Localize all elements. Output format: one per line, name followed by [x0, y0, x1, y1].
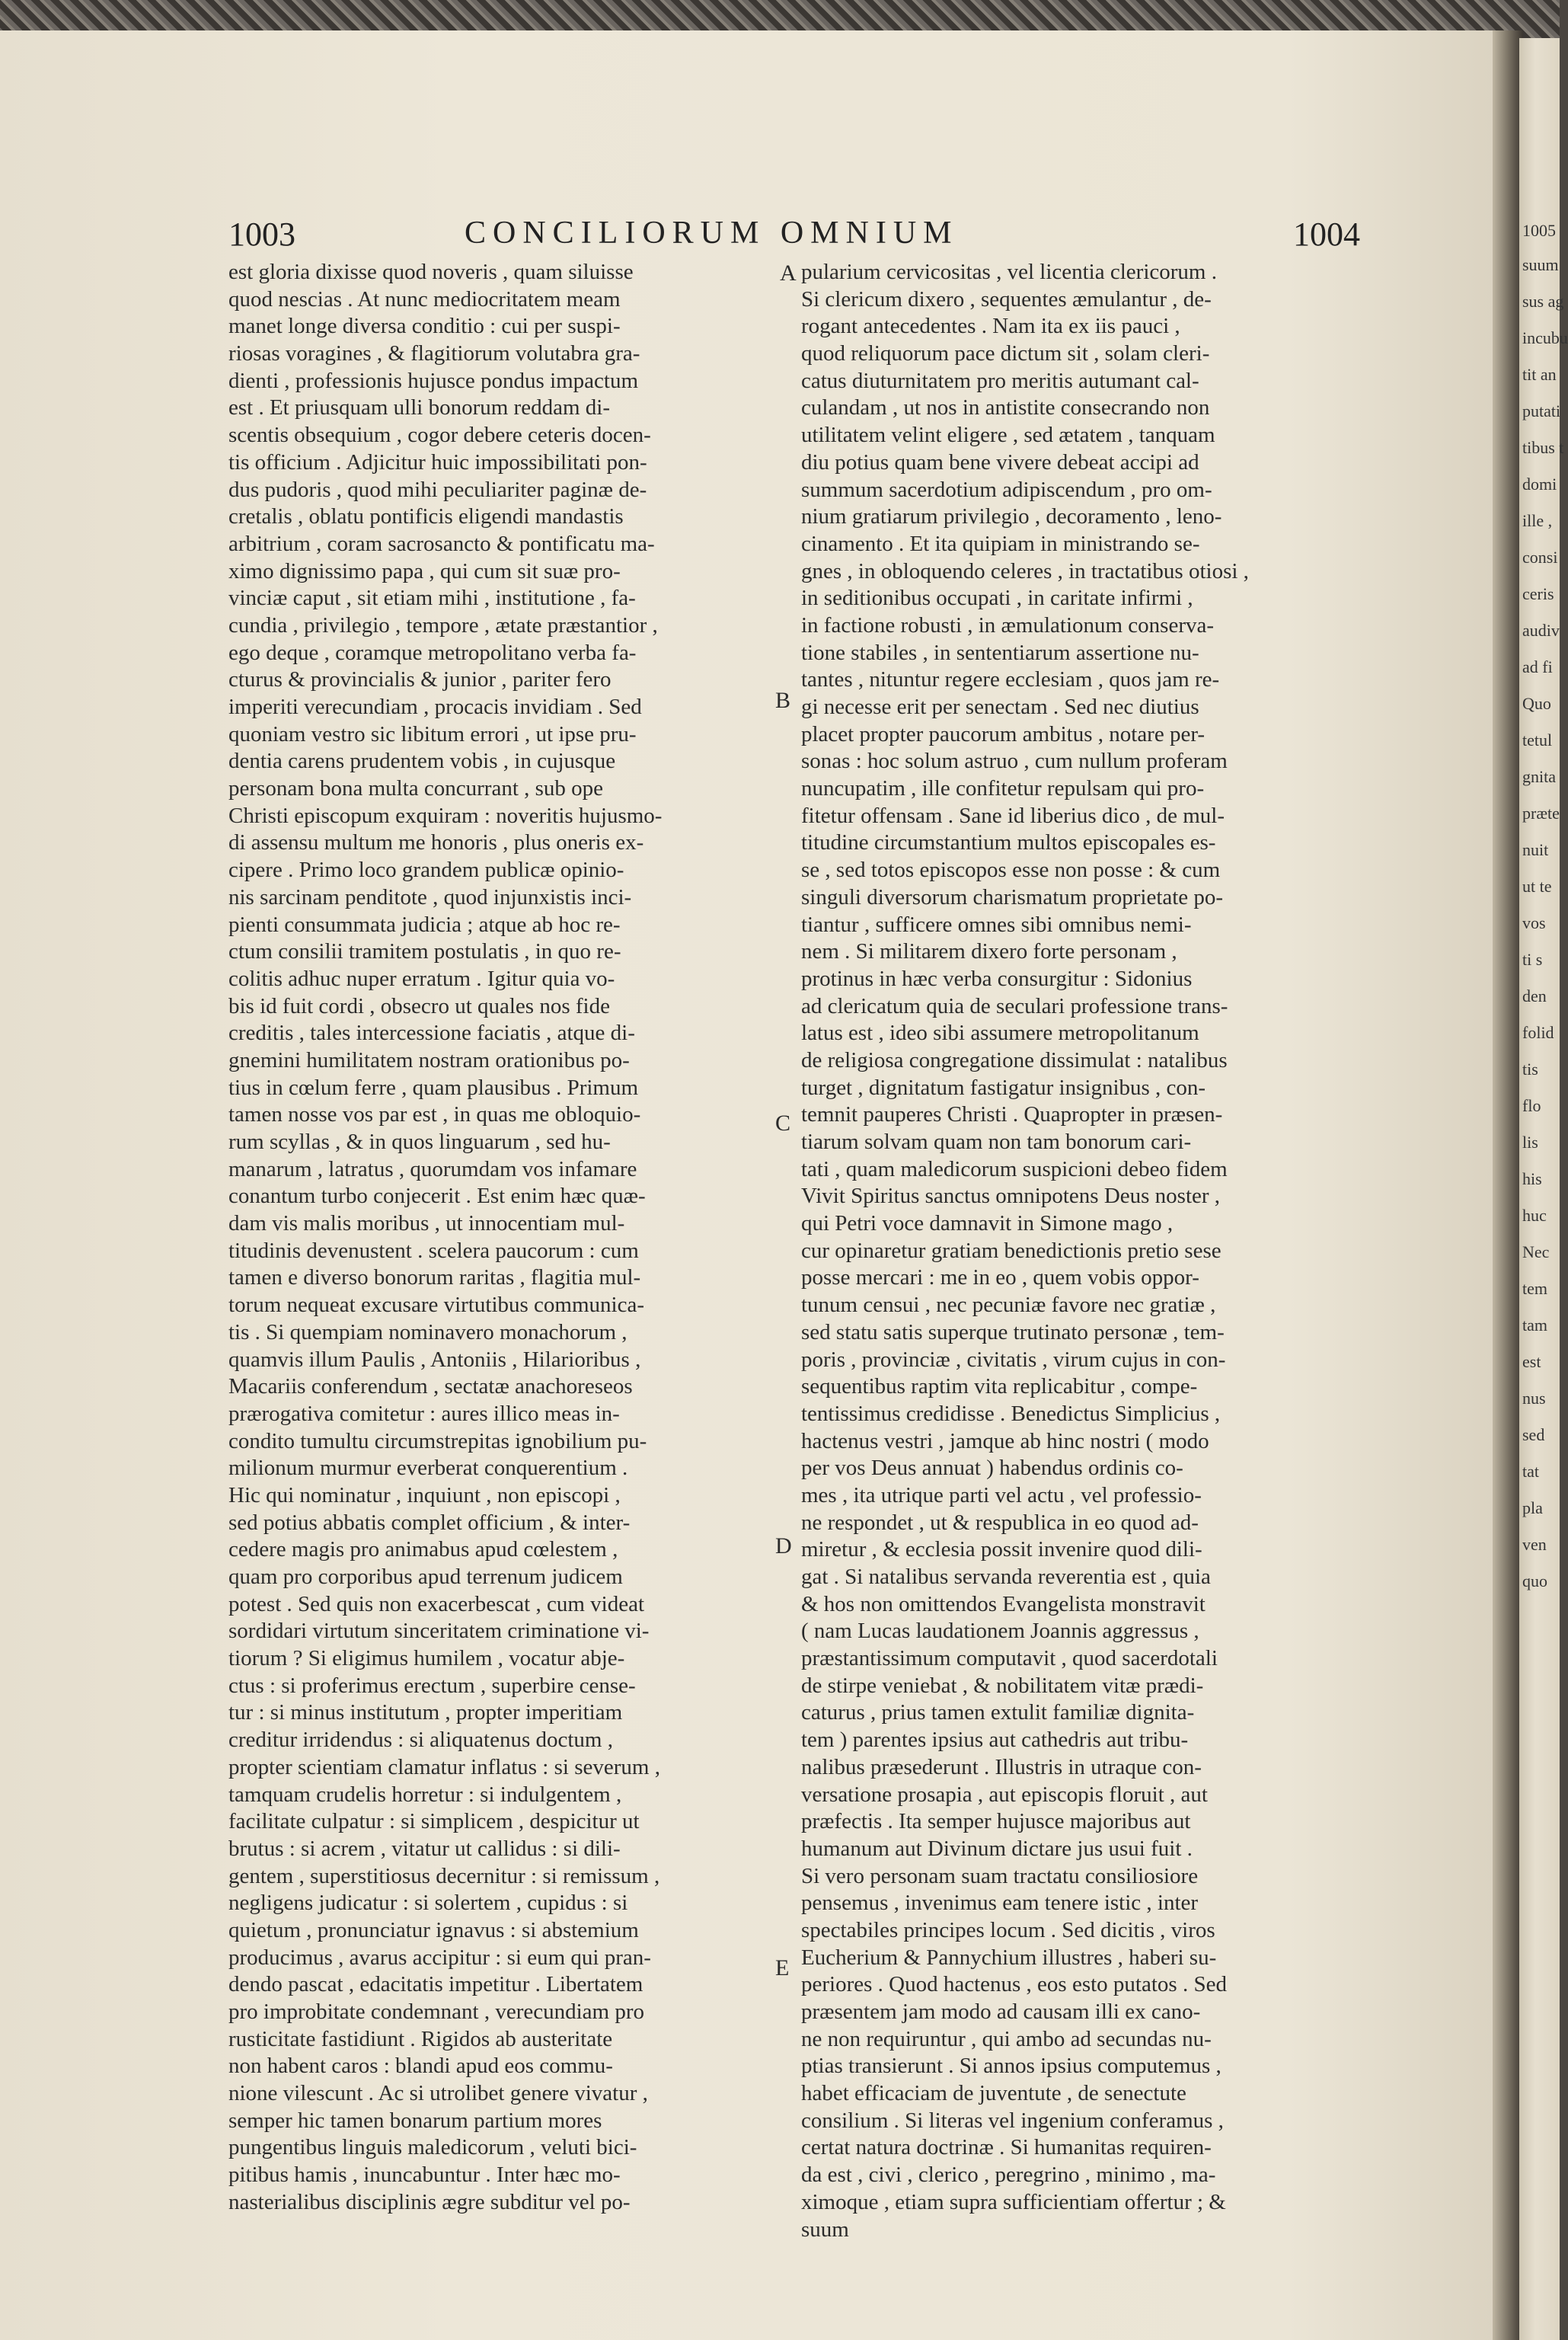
text-line: cturus & provincialis & junior , pariter fero	[228, 667, 612, 692]
text-line: catus diuturnitatem pro meritis autumant cal-	[801, 368, 1199, 393]
text-line: pungentibus linguis maledicorum , veluti bici-	[228, 2135, 637, 2160]
text-line: titudine circumstantium multos episcopales es-	[801, 830, 1216, 855]
text-line: ximoque , etiam supra sufficientiam offertur ; &	[801, 2189, 1226, 2214]
text-line: est gloria dixisse quod noveris , quam siluisse	[228, 260, 634, 284]
next-page-fragment: flo	[1522, 1096, 1541, 1115]
text-line: caturus , prius tamen extulit familiæ dignita-	[801, 1700, 1195, 1725]
text-line: tunum censui , nec pecuniæ favore nec gratiæ ,	[801, 1293, 1216, 1318]
text-line: quam pro corporibus apud terrenum judicem	[228, 1565, 623, 1589]
text-line: tiantur , sufficere omnes sibi omnibus nemi-	[801, 912, 1192, 937]
text-line: mes , ita utrique parti vel actu , vel professio-	[801, 1482, 1202, 1507]
text-line: pitibus hamis , inuncabuntur . Inter hæc mo-	[228, 2163, 621, 2188]
text-line: gentem , superstitiosus decernitur : si remissum ,	[228, 1863, 660, 1888]
text-line: sonas : hoc solum astruo , cum nullum proferam	[801, 749, 1228, 774]
text-line: rusticitate fastidiunt . Rigidos ab austeritate	[228, 2026, 613, 2051]
text-line: ego deque , coramque metropolitano verba fa-	[228, 640, 637, 665]
next-page-fragment: huc	[1522, 1206, 1547, 1225]
text-line: posse mercari : me in eo , quem vobis oppor-	[801, 1265, 1199, 1290]
text-line: pularium cervicositas , vel licentia clericorum .	[801, 260, 1217, 284]
next-page-fragment: quo	[1522, 1571, 1547, 1590]
text-line: sed potius abbatis complet officium , & inter-	[228, 1510, 631, 1535]
next-page-fragment: tetul	[1522, 730, 1553, 750]
next-page-fragment: tam	[1522, 1315, 1547, 1335]
text-line: tamen nosse vos par est , in quas me obloquio-	[228, 1102, 641, 1127]
text-line: facilitate culpatur : si simplicem , despicitur ut	[228, 1809, 640, 1834]
text-line: ctum consilii tramitem postulatis , in quo re-	[228, 939, 621, 964]
text-line: semper hic tamen bonarum partium mores	[228, 2108, 602, 2133]
next-page-fragment: est	[1522, 1352, 1541, 1371]
text-line: quamvis illum Paulis , Antoniis , Hilarioribus ,	[228, 1347, 641, 1372]
text-line: tentissimus credidisse . Benedictus Simplicius ,	[801, 1401, 1221, 1426]
next-page-fragment: gnita	[1522, 767, 1556, 786]
next-page-fragment: sed	[1522, 1425, 1545, 1444]
next-page-fragment: nus	[1522, 1389, 1546, 1408]
text-line: per vos Deus annuat ) habendus ordinis co-	[801, 1456, 1183, 1481]
text-line: habet efficaciam de juventute , de senectute	[801, 2081, 1186, 2106]
text-line: tiorum ? Si eligimus humilem , vocatur abje-	[228, 1646, 625, 1671]
text-line: colitis adhuc nuper erratum . Igitur quia vo-	[228, 966, 615, 991]
text-line: latus est , ideo sibi assumere metropolitanum	[801, 1021, 1199, 1046]
text-line: ne non requiruntur , qui ambo ad secundas nu-	[801, 2026, 1212, 2051]
text-line: turget , dignitatum fastigatur insignibus , con-	[801, 1075, 1206, 1100]
text-line: certat natura doctrinæ . Si humanitas requiren-	[801, 2135, 1212, 2160]
next-page-fragment: ceris	[1522, 584, 1554, 603]
text-line: cinamento . Et ita quipiam in ministrando se-	[801, 531, 1200, 556]
text-line: imperiti verecundiam , procacis invidiam . Sed	[228, 695, 642, 719]
text-line: dentia carens prudentem vobis , in cujusque	[228, 749, 616, 774]
text-line: condito tumultu circumstrepitas ignobilium pu-	[228, 1428, 647, 1453]
next-page-fragment: nuit	[1522, 840, 1549, 859]
next-page-fragment: his	[1522, 1169, 1542, 1188]
next-page-fragment: tit an	[1522, 365, 1557, 384]
text-line: dendo pascat , edacitatis impetitur . Libertatem	[228, 1972, 643, 1997]
text-line: nalibus præsederunt . Illustris in utraque con-	[801, 1754, 1202, 1779]
text-line: præfectis . Ita semper hujusce majoribus aut	[801, 1809, 1191, 1834]
section-marker-a: A	[780, 261, 797, 286]
text-line: de stirpe veniebat , & nobilitatem vitæ prædi-	[801, 1673, 1204, 1698]
text-line: tiarum solvam quam non tam bonorum cari-	[801, 1130, 1192, 1154]
text-line: poris , provinciæ , civitatis , virum cujus in con-	[801, 1347, 1226, 1372]
text-line: da est , civi , clerico , peregrino , minimo , ma-	[801, 2163, 1216, 2188]
text-line: Macariis conferendum , sectatæ anachoreseos	[228, 1374, 633, 1399]
right-text-column	[801, 259, 1348, 2243]
text-line: hactenus vestri , jamque ab hinc nostri ( modo	[801, 1428, 1209, 1453]
text-line: pensemus , invenimus eam tenere istic , inter	[801, 1891, 1199, 1916]
next-page-fragment: sus ag	[1522, 292, 1564, 311]
section-marker-c: C	[775, 1111, 791, 1136]
text-line: tur : si minus institutum , propter imperitiam	[228, 1700, 623, 1725]
text-line: pro improbitate condemnant , verecundiam pro	[228, 2000, 644, 2024]
next-page-fragment: ad fi	[1522, 657, 1553, 676]
text-line: sequentibus raptim vita replicabitur , compe-	[801, 1374, 1198, 1399]
next-page-fragment: ven	[1522, 1535, 1547, 1554]
text-line: ctus : si proferimus erectum , superbire cense-	[228, 1673, 636, 1698]
next-page-fragment: domi	[1522, 475, 1557, 494]
text-line: rogant antecedentes . Nam ita ex iis pauci ,	[801, 314, 1180, 339]
text-line: cundia , privilegio , tempore , ætate præstantior ,	[228, 612, 658, 638]
next-page-fragment: incubu	[1522, 328, 1568, 347]
text-line: Eucherium & Pannychium illustres , haberi su-	[801, 1945, 1217, 1970]
book-gutter	[1493, 30, 1523, 2340]
text-line: potest . Sed quis non exacerbescat , cum videat	[228, 1591, 645, 1616]
text-line: personam bona multa concurrant , sub ope	[228, 776, 604, 801]
text-line: culandam , ut nos in antistite consecrando non	[801, 395, 1210, 420]
text-line: consilium . Si literas vel ingenium conferamus ,	[801, 2108, 1224, 2133]
text-line: tamen e diverso bonorum raritas , flagitia mul-	[228, 1265, 641, 1290]
next-page-fragment: Quo	[1522, 694, 1551, 713]
next-page-fragment: lis	[1522, 1133, 1538, 1152]
text-line: singuli diversorum charismatum proprietate po-	[801, 884, 1224, 909]
text-line: torum nequeat excusare virtutibus communica-	[228, 1293, 644, 1318]
text-line: tem ) parentes ipsius aut cathedris aut tribu-	[801, 1728, 1189, 1753]
text-line: quod nescias . At nunc mediocritatem meam	[228, 286, 621, 312]
text-line: periores . Quod hactenus , eos esto putatos . Sed	[801, 1972, 1227, 1997]
text-line: riosas voragines , & flagitiorum volutabra gra-	[228, 341, 640, 366]
text-line: ptias transierunt . Si annos ipsius computemus ,	[801, 2054, 1222, 2079]
text-line: suum	[801, 2217, 849, 2242]
text-line: Si vero personam suam tractatu consiliosiore	[801, 1863, 1199, 1888]
next-page-fragment: ut te	[1522, 877, 1552, 896]
text-line: nium gratiarum privilegio , decoramento , leno-	[801, 504, 1222, 529]
text-line: dienti , professionis hujusce pondus impactum	[228, 368, 639, 393]
text-line: in seditionibus occupati , in caritate infirmi ,	[801, 586, 1193, 611]
text-line: nem . Si militarem dixero forte personam ,	[801, 939, 1177, 964]
next-page-fragment: den	[1522, 986, 1547, 1005]
text-line: diu potius quam bene vivere debeat accipi ad	[801, 449, 1199, 475]
text-line: prærogativa comitetur : aures illico meas in-	[228, 1401, 620, 1426]
next-page-fragment: ti s	[1522, 950, 1543, 969]
text-line: vinciæ caput , sit etiam mihi , institutione , fa-	[228, 586, 636, 611]
text-line: summum sacerdotium adipiscendum , pro om-	[801, 477, 1212, 502]
text-line: cipere . Primo loco grandem publicæ opinio-	[228, 858, 624, 883]
text-line: in factione robusti , in æmulationum conserva-	[801, 612, 1215, 638]
text-line: se , sed totos episcopos esse non posse : & cum	[801, 858, 1221, 883]
next-page-fragment: tibus t	[1522, 438, 1564, 457]
text-line: ( nam Lucas laudationem Joannis aggressus ,	[801, 1619, 1199, 1644]
text-line: ad clericatum quia de seculari professione trans-	[801, 993, 1228, 1018]
text-line: conantum turbo conjecerit . Est enim hæc quæ-	[228, 1184, 646, 1209]
running-title: CONCILIORUM OMNIUM	[465, 216, 959, 251]
text-line: bis id fuit cordi , obsecro ut quales nos fide	[228, 993, 610, 1018]
text-line: humanum aut Divinum dictare jus usui fuit .	[801, 1836, 1193, 1861]
text-line: producimus , avarus accipitur : si eum qui pran-	[228, 1945, 651, 1970]
text-line: protinus in hæc verba consurgitur : Sidonius	[801, 966, 1193, 991]
text-line: præsentem jam modo ad causam illi ex cano-	[801, 2000, 1201, 2024]
text-line: creditur irridendus : si aliquatenus doctum ,	[228, 1728, 613, 1753]
text-line: manet longe diversa conditio : cui per suspi-	[228, 314, 621, 339]
next-page-fragment: Nec	[1522, 1242, 1550, 1261]
text-line: Christi episcopum exquiram : noveritis hujusmo-	[228, 803, 663, 828]
section-marker-e: E	[775, 1955, 790, 1980]
text-line: quietum , pronunciatur ignavus : si abstemium	[228, 1917, 639, 1942]
text-line: manarum , latratus , quorumdam vos infamare	[228, 1156, 637, 1181]
text-line: utilitatem velint eligere , sed ætatem , tanquam	[801, 423, 1215, 448]
text-line: præstantissimum computavit , quod sacerdotali	[801, 1646, 1218, 1671]
text-line: gnes , in obloquendo celeres , in tractatibus otiosi ,	[801, 558, 1249, 583]
text-line: fitetur offensam . Sane id liberius dico , de mul-	[801, 803, 1225, 828]
text-line: tius in cœlum ferre , quam plausibus . Primum	[228, 1075, 639, 1100]
next-page-fragment: ille ,	[1522, 511, 1553, 530]
text-line: arbitrium , coram sacrosancto & pontificatu ma-	[228, 531, 655, 556]
text-line: qui Petri voce damnavit in Simone mago ,	[801, 1211, 1174, 1236]
text-line: brutus : si acrem , vitatur ut callidus : si dili-	[228, 1836, 621, 1861]
text-line: nuncupatim , ille confitetur repulsam qui pro-	[801, 776, 1205, 801]
next-page-fragment: folid	[1522, 1023, 1554, 1042]
next-page-fragment: tem	[1522, 1279, 1547, 1298]
page-number-right: 1004	[1293, 216, 1360, 253]
text-line: versatione prosapia , aut episcopis floruit , aut	[801, 1782, 1208, 1807]
text-line: miretur , & ecclesia possit invenire quod dili-	[801, 1537, 1202, 1562]
text-line: tis . Si quempiam nominavero monachorum ,	[228, 1319, 628, 1344]
text-line: ne respondet , ut & respublica in eo quod ad-	[801, 1510, 1199, 1535]
text-line: scentis obsequium , cogor debere ceteris docen-	[228, 423, 651, 448]
text-line: nione vilescunt . Ac si utrolibet genere vivatur ,	[228, 2081, 648, 2106]
text-line: creditis , tales intercessione faciatis , atque di-	[228, 1021, 635, 1046]
text-line: tati , quam maledicorum suspicioni debeo fidem	[801, 1156, 1228, 1181]
next-page-fragment: putati	[1522, 401, 1561, 420]
text-line: di assensu multum me honoris , plus oneris ex-	[228, 830, 644, 855]
text-line: & hos non omittendos Evangelista monstravit	[801, 1591, 1206, 1616]
text-line: nis sarcinam penditote , quod injunxistis inci-	[228, 884, 632, 909]
text-line: gnemini humilitatem nostram orationibus po-	[228, 1047, 630, 1072]
next-page-fragment: vos	[1522, 913, 1546, 932]
text-line: cur opinaretur gratiam benedictionis pretio sese	[801, 1238, 1222, 1263]
text-line: negligens judicatur : si solertem , cupidus : si	[228, 1891, 628, 1916]
text-line: milionum murmur everberat conquerentium .	[228, 1456, 628, 1481]
text-line: rum scyllas , & in quos linguarum , sed hu-	[228, 1130, 611, 1154]
text-line: quoniam vestro sic libitum errori , ut ipse pru-	[228, 721, 637, 746]
next-page-fragment: tat	[1522, 1462, 1539, 1481]
next-page-fragment: pla	[1522, 1498, 1543, 1517]
text-line: placet propter paucorum ambitus , notare per-	[801, 721, 1206, 746]
text-line: cretalis , oblatu pontificis eligendi mandastis	[228, 504, 624, 529]
text-line: ximo dignissimo papa , qui cum sit suæ pro-	[228, 558, 621, 583]
section-marker-d: D	[775, 1533, 792, 1558]
text-line: cedere magis pro animabus apud cœlestem ,	[228, 1537, 618, 1562]
text-line: titudinis devenustent . scelera paucorum : cum	[228, 1238, 639, 1263]
page-number-left: 1003	[228, 216, 295, 253]
text-line: quod reliquorum pace dictum sit , solam cleri-	[801, 341, 1210, 366]
section-marker-b: B	[775, 688, 791, 713]
text-line: spectabiles principes locum . Sed dicitis , viros	[801, 1917, 1215, 1942]
next-page-edge	[1519, 38, 1568, 2340]
text-line: tis officium . Adjicitur huic impossibilitati pon-	[228, 449, 647, 475]
text-line: dam vis malis moribus , ut innocentiam mul-	[228, 1211, 625, 1236]
next-page-fragment: præte	[1522, 804, 1560, 823]
text-line: temnit pauperes Christi . Quapropter in præsen-	[801, 1102, 1223, 1127]
text-line: propter scientiam clamatur inflatus : si severum ,	[228, 1754, 660, 1779]
next-page-fragment: tis	[1522, 1060, 1538, 1079]
next-page-fragment: audiv	[1522, 621, 1560, 640]
text-line: tamquam crudelis horretur : si indulgentem ,	[228, 1782, 622, 1807]
text-line: gi necesse erit per senectam . Sed nec diutius	[801, 695, 1199, 719]
next-page-fragment: consi	[1522, 548, 1558, 567]
text-line: Hic qui nominatur , inquiunt , non episcopi ,	[228, 1482, 621, 1507]
text-line: tantes , nituntur regere ecclesiam , quos jam re-	[801, 667, 1220, 692]
text-line: de religiosa congregatione dissimulat : natalibus	[801, 1047, 1228, 1072]
text-line: dus pudoris , quod mihi peculiariter paginæ de-	[228, 477, 647, 502]
text-line: nasterialibus disciplinis ægre subditur vel po-	[228, 2189, 631, 2214]
text-line: tione stabiles , in sententiarum assertione nu-	[801, 640, 1199, 665]
next-page-fragment: 1005	[1522, 221, 1556, 240]
text-line: gat . Si natalibus servanda reverentia est , quia	[801, 1565, 1211, 1589]
text-line: Si clericum dixero , sequentes æmulantur , de-	[801, 286, 1212, 312]
text-line: est . Et priusquam ulli bonorum reddam di-	[228, 395, 610, 420]
text-line: sed statu satis superque trutinato personæ , tem-	[801, 1319, 1225, 1344]
text-line: pienti consummata judicia ; atque ab hoc re-	[228, 912, 621, 937]
text-line: Vivit Spiritus sanctus omnipotens Deus noster ,	[801, 1184, 1221, 1209]
text-line: sordidari virtutum sinceritatem criminatione vi-	[228, 1619, 650, 1644]
text-line: non habent caros : blandi apud eos commu-	[228, 2054, 613, 2079]
next-page-fragment: suum	[1522, 255, 1559, 274]
left-text-column	[228, 259, 773, 2217]
